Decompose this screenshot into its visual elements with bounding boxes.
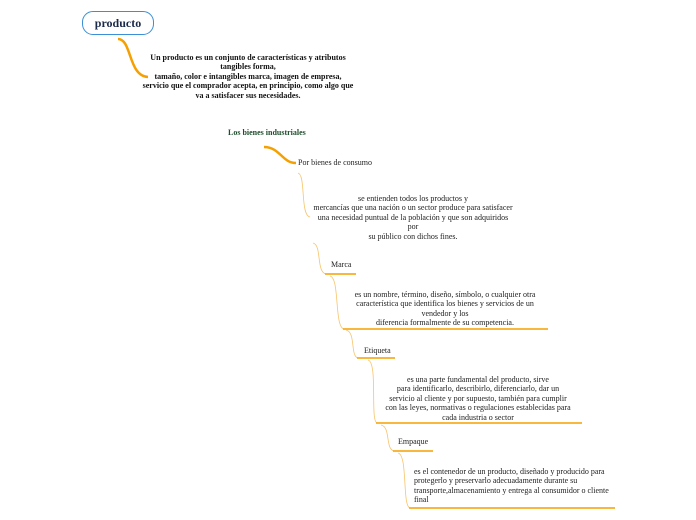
etiqueta-description: es una parte fundamental del producto, sirve para identificarlo, describirlo, diferenciarlo, dar un servicio al cliente y por supuesto, también para cumplir con las leyes, normativas o regulaciones establecidas para cada industria o sector <box>385 375 571 422</box>
etiqueta-node[interactable]: Etiqueta <box>364 346 391 355</box>
empaque-node[interactable]: Empaque <box>398 437 429 446</box>
root-node[interactable]: producto <box>82 11 154 35</box>
connector-marca-desc <box>330 276 344 329</box>
connector-marca <box>313 243 326 274</box>
connector-etiqueta <box>346 330 358 358</box>
marca-description: es un nombre, término, diseño, símbolo, o cualquier otra característica que identifica los bienes y servicios de un vendedor y los diferencia formalmente de su competencia. <box>354 290 536 328</box>
marca-node[interactable]: Marca <box>331 260 352 269</box>
definition-text: Un producto es un conjunto de características y atributos tangibles forma, tamaño, color e intangibles marca, imagen de empresa, servicio que el comprador acepta, en principio, como algo que va a satisfacer sus necesidades. <box>142 53 354 100</box>
consumo-node[interactable]: Por bienes de consumo <box>298 158 372 167</box>
empaque-description: es el contenedor de un producto, diseñado y producido para protegerlo y preservarlo adecuadamente durante su transporte,almacenamiento y entrega al consumidor o cliente final <box>414 467 609 505</box>
connector-industrial <box>264 147 296 163</box>
connector-empaque-desc <box>398 453 410 508</box>
connector-empaque <box>381 425 394 451</box>
connector-etiqueta-desc <box>368 360 377 423</box>
industrial-node[interactable]: Los bienes industriales <box>228 128 306 137</box>
consumo-description: se entienden todos los productos y mercancías que una nación o un sector produce para satisfacer una necesidad puntual de la población y que son adquiridos por su público con dichos fines. <box>313 194 513 241</box>
